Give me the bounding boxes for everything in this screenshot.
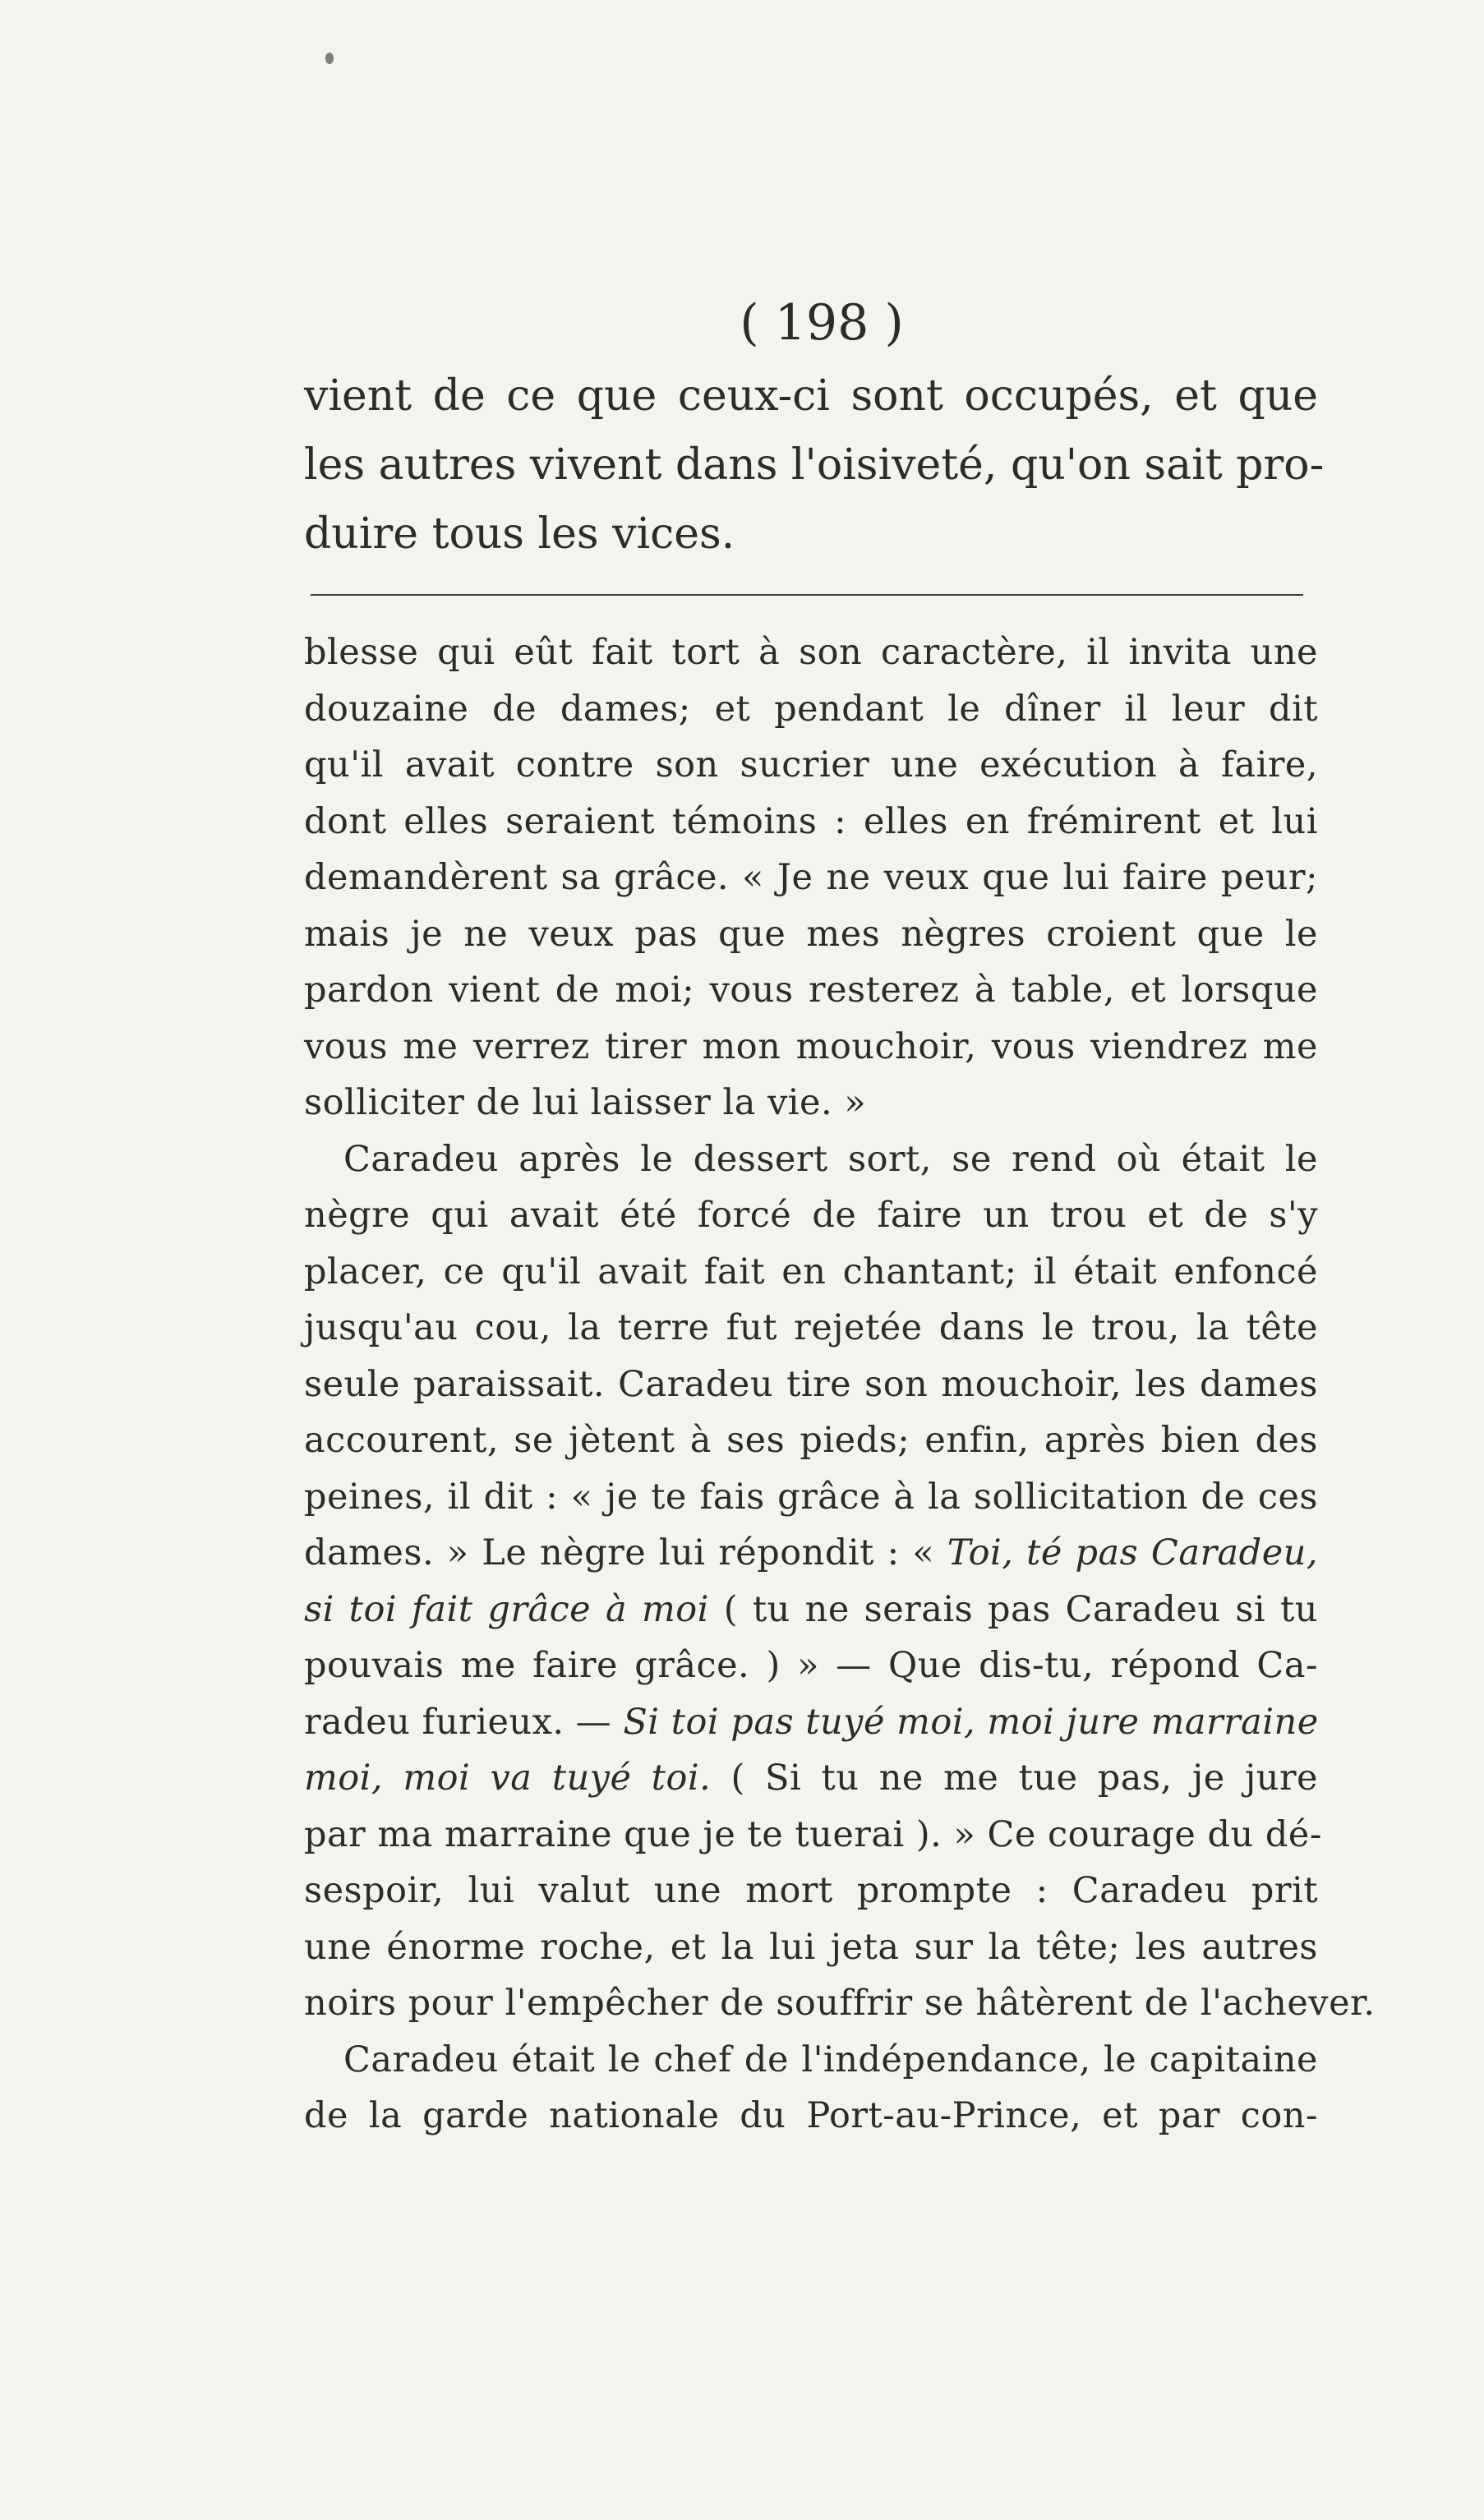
text-line: les autres vivent dans l'oisiveté, qu'on sait pro- — [304, 440, 1325, 490]
note-line: mais je ne veux pas que mes nègres croient que le — [304, 913, 1318, 955]
creole-quote: si toi fait grâce à moi — [304, 1588, 709, 1630]
note-line: Caradeu après le dessert sort, se rend où était le — [343, 1138, 1318, 1180]
note-text-roman: ( Si tu ne me tue pas, je jure — [711, 1758, 1318, 1799]
note-line: qu'il avait contre son sucrier une exécution à faire, — [304, 744, 1318, 785]
page-number: ( 198 ) — [740, 294, 904, 352]
text-line: duire tous les vices. — [304, 509, 735, 559]
note-line: nègre qui avait été forcé de faire un trou et de s'y — [304, 1195, 1318, 1236]
creole-quote: Toi, té pas Caradeu, — [947, 1532, 1318, 1573]
note-line: jusqu'au cou, la terre fut rejetée dans le trou, la tête — [304, 1307, 1318, 1348]
note-line: sespoir, lui valut une mort prompte : Caradeu prit — [304, 1870, 1318, 1911]
note-line: par ma marraine que je te tuerai ). » Ce courage du dé- — [304, 1813, 1322, 1855]
note-line — [304, 1582, 1318, 1638]
note-text-roman: dames. » Le nègre lui répondit : « — [304, 1532, 947, 1573]
note-line: peines, il dit : « je te fais grâce à la sollicitation de ces — [304, 1476, 1318, 1518]
main-text — [304, 362, 1325, 569]
note-line: seule paraissait. Caradeu tire son mouchoir, les dames — [304, 1363, 1318, 1405]
note-text-roman: radeu furieux. — — [304, 1701, 624, 1743]
footnote-text — [304, 624, 1376, 2145]
footnote-divider — [311, 594, 1303, 596]
note-line: de la garde nationale du Port-au-Prince, et par con- — [304, 2095, 1318, 2136]
ink-speck — [325, 53, 334, 64]
note-line: vous me verrez tirer mon mouchoir, vous viendrez me — [304, 1025, 1318, 1067]
note-line: demandèrent sa grâce. « Je ne veux que lui faire peur; — [304, 857, 1318, 898]
note-line: pardon vient de moi; vous resterez à table, et lorsque — [304, 970, 1318, 1011]
note-line: noirs pour l'empêcher de souffrir se hâtèrent de l'achever. — [304, 1983, 1376, 2024]
note-line: Caradeu était le chef de l'indépendance, le capitaine — [343, 2039, 1318, 2080]
creole-quote: Si toi pas tuyé moi, moi jure marraine — [623, 1701, 1319, 1743]
creole-quote: moi, moi va tuyé toi. — [304, 1758, 712, 1799]
note-line: douzaine de dames; et pendant le dîner il leur dit — [304, 688, 1318, 730]
text-line: vient de ce que ceux-ci sont occupés, et que — [304, 371, 1318, 421]
note-line — [304, 1694, 1318, 1751]
note-line: dont elles seraient témoins : elles en frémirent et lui — [304, 800, 1318, 842]
note-line: placer, ce qu'il avait fait en chantant; il était enfoncé — [304, 1251, 1318, 1292]
note-line — [304, 1525, 1318, 1582]
note-line: solliciter de lui laisser la vie. » — [304, 1082, 867, 1123]
note-line: accourent, se jètent à ses pieds; enfin, après bien des — [304, 1420, 1318, 1461]
note-line: blesse qui eût fait tort à son caractère, il invita une — [304, 632, 1318, 673]
note-line — [304, 1750, 1318, 1807]
note-text-roman: ( tu ne serais pas Caradeu si tu — [708, 1588, 1318, 1630]
note-line: pouvais me faire grâce. ) » — Que dis-tu, répond Ca- — [304, 1645, 1318, 1686]
note-line: une énorme roche, et la lui jeta sur la tête; les autres — [304, 1926, 1318, 1968]
